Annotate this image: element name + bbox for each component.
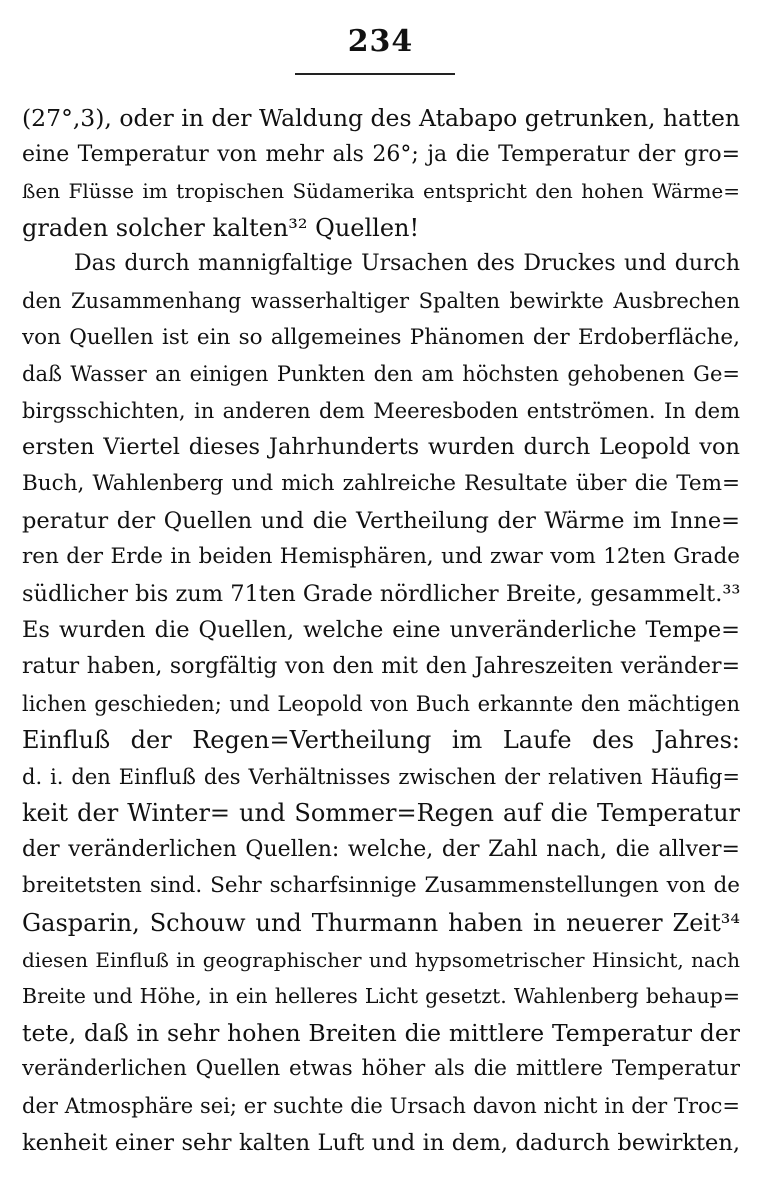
text-line: Breite und Höhe, in ein helleres Licht gesetzt. Wahlenberg behaup= xyxy=(22,984,740,1009)
text-line: Buch, Wahlenberg und mich zahlreiche Resultate über die Tem= xyxy=(22,470,740,496)
text-line: breitetsten sind. Sehr scharfsinnige Zusammenstellungen von de xyxy=(22,873,740,899)
text-line: Gasparin, Schouw und Thurmann haben in neuerer Zeit³⁴ xyxy=(22,909,740,938)
text-line: keit der Winter= und Sommer=Regen auf die Temperatur xyxy=(22,799,740,828)
text-line: Einfluß der Regen=Vertheilung im Laufe des Jahres: xyxy=(22,726,740,755)
body-text xyxy=(22,100,740,1161)
text-line: Es wurden die Quellen, welche eine unveränderliche Tempe= xyxy=(22,617,740,644)
text-line: den Zusammenhang wasserhaltiger Spalten bewirkte Ausbrechen xyxy=(22,288,740,313)
text-line: ratur haben, sorgfältig von den mit den Jahreszeiten veränder= xyxy=(22,653,740,679)
text-line: von Quellen ist ein so allgemeines Phänomen der Erdoberfläche, xyxy=(22,324,740,350)
paragraph-start-line: Das durch mannigfaltige Ursachen des Druckes und durch xyxy=(74,251,740,277)
text-line: ren der Erde in beiden Hemisphären, und zwar vom 12ten Grade xyxy=(22,544,740,570)
text-line: peratur der Quellen und die Vertheilung der Wärme im Inne= xyxy=(22,507,740,534)
text-line: birgsschichten, in anderen dem Meeresboden entströmen. In dem xyxy=(22,398,740,423)
text-line: kenheit einer sehr kalten Luft und in dem, dadurch bewirkten, xyxy=(22,1129,740,1156)
text-line: der veränderlichen Quellen: welche, der Zahl nach, die allver= xyxy=(22,836,740,862)
text-line: d. i. den Einfluß des Verhältnisses zwischen der relativen Häufig= xyxy=(22,764,740,789)
text-line: eine Temperatur von mehr als 26°; ja die Temperatur der gro= xyxy=(22,141,740,167)
text-line: daß Wasser an einigen Punkten den am höchsten gehobenen Ge= xyxy=(22,362,740,387)
text-line: ersten Viertel dieses Jahrhunderts wurden durch Leopold von xyxy=(22,434,740,461)
text-line: lichen geschieden; und Leopold von Buch erkannte den mächtigen xyxy=(22,691,740,716)
text-line: veränderlichen Quellen etwas höher als die mittlere Temperatur xyxy=(22,1056,740,1082)
text-line: (27°,3), oder in der Waldung des Atabapo getrunken, hatten xyxy=(22,104,740,132)
text-line: graden solcher kalten³² Quellen! xyxy=(22,213,420,242)
text-line: tete, daß in sehr hohen Breiten die mittlere Temperatur der xyxy=(22,1018,740,1047)
text-line: der Atmosphäre sei; er suchte die Ursach davon nicht in der Troc= xyxy=(22,1094,740,1119)
page-number: 234 xyxy=(347,24,414,59)
text-line: ßen Flüsse im tropischen Südamerika entspricht den hohen Wärme= xyxy=(22,179,740,204)
header-rule xyxy=(295,73,455,75)
text-line: südlicher bis zum 71ten Grade nördlicher Breite, gesammelt.³³ xyxy=(22,580,740,607)
text-line: diesen Einfluß in geographischer und hypsometrischer Hinsicht, nach xyxy=(22,947,740,972)
